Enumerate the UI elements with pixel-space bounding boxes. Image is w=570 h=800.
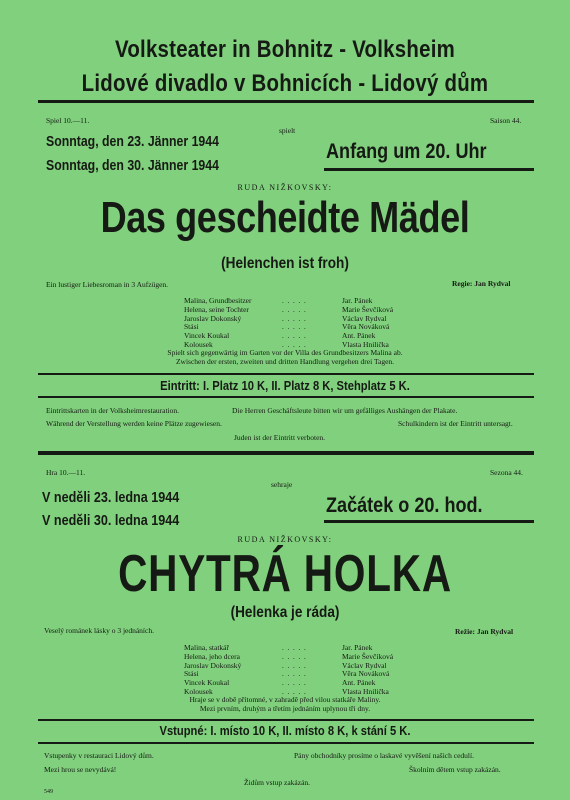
german-author: RUDA NIŽKOVSKY: xyxy=(237,183,333,192)
divider-start-time-czech xyxy=(324,520,534,523)
cast-actor: Marie Ševčíková xyxy=(342,304,394,314)
cast-actor: Jar. Pánek xyxy=(342,643,373,652)
print-mark: 549 xyxy=(44,789,53,795)
cast-role: Stási xyxy=(184,322,199,332)
header-line-2: Lidové divadlo v Bohnicích - Lidový dům xyxy=(81,70,489,97)
cast-actor: Vlasta Hnilička xyxy=(342,339,389,349)
german-spielt: spielt xyxy=(279,126,296,135)
cast-leader-dots: . . . . . . . . . . . . . . . . . . . . . . . . . . . . . . xyxy=(282,297,307,349)
czech-setting-2: Mezi prvním, druhým a třetím jednáním uplynou tři dny. xyxy=(199,704,371,713)
cast-actor: Věra Nováková xyxy=(342,322,390,332)
cast-role: Kolousek xyxy=(184,339,213,349)
german-saison-label: Saison 44. xyxy=(490,116,522,125)
german-prices: Eintritt: I. Platz 10 K, II. Platz 8 K, Stehplatz 5 K. xyxy=(160,378,410,393)
divider-prices-bottom-czech xyxy=(38,742,534,744)
german-note-right-2: Schulkindern ist der Eintritt untersagt. xyxy=(398,419,513,428)
german-date-2: Sonntag, den 30. Jänner 1944 xyxy=(46,157,219,174)
cast-actor: Věra Nováková xyxy=(342,669,390,679)
german-setting-2: Zwischen der ersten, zweiten und dritten Handlung vergehen drei Tagen. xyxy=(175,357,395,366)
cast-role: Vincek Koukal xyxy=(184,678,230,688)
cast-role: Vincek Koukal xyxy=(184,331,230,341)
cast-actor: Jar. Pánek xyxy=(342,296,373,305)
cast-role: Helena, seine Tochter xyxy=(184,304,249,314)
czech-title: CHYTRÁ HOLKA xyxy=(118,545,452,603)
czech-subtitle: (Helenka je ráda) xyxy=(230,604,340,621)
czech-sehraje: sehraje xyxy=(271,480,293,489)
czech-cast-roles xyxy=(184,644,241,697)
german-cast-roles xyxy=(184,297,251,350)
czech-note-left-1: Vstupenky v restauraci Lidový dům. xyxy=(44,751,154,760)
czech-genre: Veselý románek lásky o 3 jednáních. xyxy=(44,626,154,635)
cast-role: Malina, Grundbesitzer xyxy=(184,296,252,305)
divider-header xyxy=(38,100,534,103)
cast-actor: Ant. Pánek xyxy=(342,331,376,341)
czech-prices: Vstupné: I. místo 10 K, II. místo 8 K, k stání 5 K. xyxy=(159,723,411,738)
czech-hra-label: Hra 10.—11. xyxy=(46,468,86,477)
divider-section xyxy=(38,451,534,455)
czech-cast-actors xyxy=(342,644,393,697)
czech-start-time: Začátek o 20. hod. xyxy=(326,494,483,517)
cast-actor: Václav Rydval xyxy=(342,660,387,670)
czech-date-2: V neděli 30. ledna 1944 xyxy=(42,512,180,529)
cast-actor: Vlasta Hnilička xyxy=(342,686,389,696)
cast-actor: Marie Ševčíková xyxy=(342,651,394,661)
german-start-time: Anfang um 20. Uhr xyxy=(326,140,487,163)
cast-role: Jaroslav Dokonský xyxy=(184,313,242,323)
cast-role: Malina, statkář xyxy=(184,643,229,652)
czech-rezie: Režie: Jan Rydval xyxy=(455,627,514,636)
czech-note-left-2: Mezi hrou se nevydává! xyxy=(44,765,117,774)
german-genre: Ein lustiger Liebesroman in 3 Aufzügen. xyxy=(46,280,169,289)
czech-note-center: Židům vstup zakázán. xyxy=(244,778,311,787)
cast-role: Jaroslav Dokonský xyxy=(184,660,242,670)
czech-setting-1: Hraje se v době přítomné, v zahradě před vilou statkáře Maliny. xyxy=(189,695,381,704)
german-note-left-2: Während der Verstellung werden keine Plätze zugewiesen. xyxy=(46,419,222,428)
german-setting-1: Spielt sich gegenwärtig im Garten vor der Villa des Grundbesitzers Malina ab. xyxy=(167,348,403,357)
czech-date-1: V neděli 23. ledna 1944 xyxy=(42,489,180,506)
czech-sezona-label: Sezona 44. xyxy=(490,468,523,477)
german-regie: Regie: Jan Rydval xyxy=(452,279,511,288)
german-title: Das gescheidte Mädel xyxy=(100,193,470,242)
divider-prices-top xyxy=(38,373,534,375)
german-date-1: Sonntag, den 23. Jänner 1944 xyxy=(46,133,219,150)
cast-leader-dots: . . . . . . . . . . . . . . . . . . . . . . . . . . . . . . xyxy=(282,644,307,696)
divider-prices-top-czech xyxy=(38,719,534,721)
german-cast-actors xyxy=(342,297,393,350)
german-note-left-1: Eintrittskarten in der Volksheimrestauration. xyxy=(46,406,180,415)
czech-author: RUDA NIŽKOVSKY: xyxy=(237,535,333,544)
cast-role: Helena, jeho dcera xyxy=(184,651,241,661)
german-subtitle: (Helenchen ist froh) xyxy=(221,255,349,272)
cast-role: Kolousek xyxy=(184,686,213,696)
czech-note-right-1: Pány obchodníky prosíme o laskavé vyvěšení našich cedulí. xyxy=(294,751,474,760)
cast-actor: Václav Rydval xyxy=(342,313,387,323)
header-line-1: Volksteater in Bohnitz - Volksheim xyxy=(114,36,456,63)
cast-role: Stási xyxy=(184,669,199,679)
divider-prices-bottom xyxy=(38,396,534,398)
czech-note-right-2: Školním dětem vstup zakázán. xyxy=(409,765,501,774)
german-spiel-label: Spiel 10.—11. xyxy=(46,116,90,125)
divider-start-time xyxy=(324,168,534,171)
german-note-center: Juden ist der Eintritt verboten. xyxy=(234,433,326,442)
cast-actor: Ant. Pánek xyxy=(342,678,376,688)
german-note-right-1: Die Herren Geschäftsleute bitten wir um gefälliges Aushängen der Plakate. xyxy=(232,406,458,415)
